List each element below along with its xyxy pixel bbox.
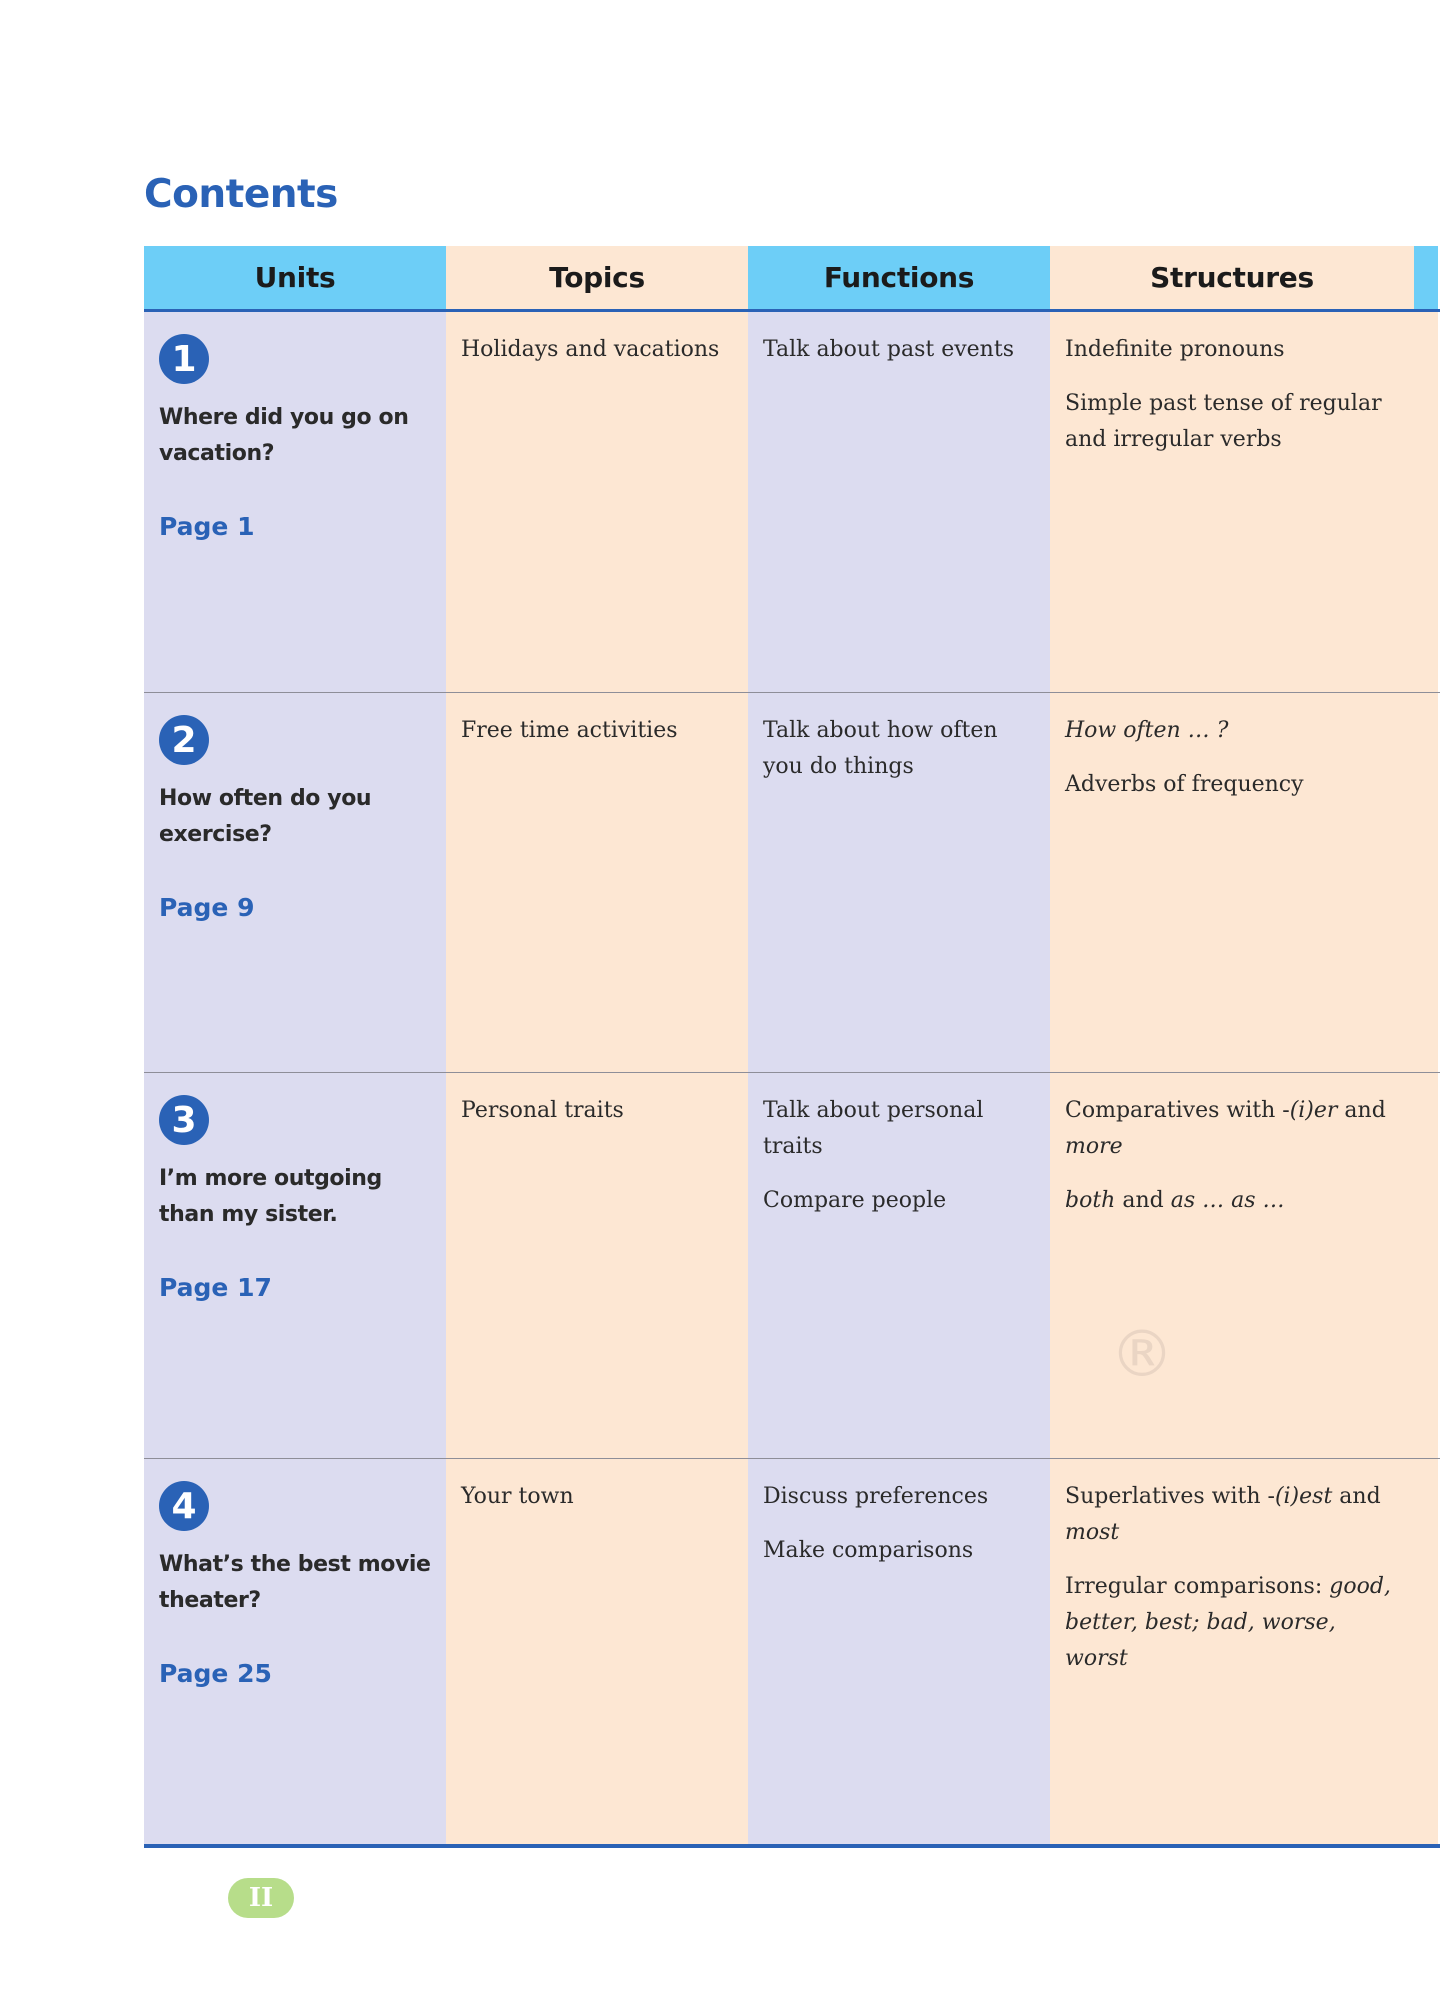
unit-page-link[interactable]: Page 1 <box>159 512 255 541</box>
structure-text: and <box>1332 1484 1381 1509</box>
structure-italic: good, better, best; bad, worse, worst <box>1065 1574 1391 1671</box>
structure-text: and <box>1337 1098 1386 1123</box>
page-title: Contents <box>144 172 338 217</box>
structure-item: Simple past tense of regular and irregular verbs <box>1065 391 1382 452</box>
function-item: Discuss preferences <box>763 1484 989 1509</box>
unit-number-badge: 3 <box>159 1095 209 1145</box>
header-units: Units <box>144 246 446 309</box>
structure-item <box>1065 713 1400 749</box>
structure-text: and <box>1115 1188 1171 1213</box>
topic-text: Free time activities <box>461 718 678 743</box>
structures-cell <box>1050 1073 1414 1458</box>
header-functions: Functions <box>748 246 1050 309</box>
unit-page-link[interactable]: Page 17 <box>159 1273 272 1302</box>
unit-cell <box>144 1073 446 1458</box>
extra-column <box>1414 312 1438 692</box>
structure-item: Indefinite pronouns <box>1065 337 1285 362</box>
structure-item <box>1065 1093 1400 1165</box>
structures-cell <box>1050 312 1414 692</box>
function-item: Talk about how often you do things <box>763 718 998 779</box>
unit-title: I’m more outgoing than my sister. <box>159 1166 382 1227</box>
structure-italic: both <box>1065 1188 1116 1213</box>
functions-cell <box>748 1073 1050 1458</box>
structure-item: Adverbs of frequency <box>1065 772 1304 797</box>
structure-italic: as … as … <box>1170 1188 1285 1213</box>
topic-text: Your town <box>461 1484 574 1509</box>
structure-italic: most <box>1065 1520 1120 1545</box>
functions-cell <box>748 1459 1050 1844</box>
table-header <box>144 246 1440 312</box>
function-item: Make comparisons <box>763 1538 974 1563</box>
topic-cell <box>446 693 748 1072</box>
registered-watermark: ® <box>1110 1318 1174 1392</box>
contents-table <box>144 246 1440 1848</box>
extra-column <box>1414 1073 1438 1458</box>
function-item: Talk about past events <box>763 337 1014 362</box>
structure-item <box>1065 1479 1400 1551</box>
unit-row-3 <box>144 1073 1440 1459</box>
unit-row-4 <box>144 1459 1440 1848</box>
function-item: Talk about personal traits <box>763 1098 984 1159</box>
structure-italic: more <box>1065 1134 1123 1159</box>
structure-italic: (i)er <box>1289 1098 1338 1123</box>
unit-number-badge: 2 <box>159 715 209 765</box>
unit-cell <box>144 693 446 1072</box>
unit-cell <box>144 312 446 692</box>
header-structures: Structures <box>1050 246 1414 309</box>
unit-page-link[interactable]: Page 9 <box>159 893 255 922</box>
structure-italic: (i)est <box>1274 1484 1333 1509</box>
structure-italic: How often … ? <box>1065 718 1229 743</box>
page-number-badge: II <box>228 1878 294 1918</box>
header-topics: Topics <box>446 246 748 309</box>
structure-item <box>1065 1183 1400 1219</box>
extra-column <box>1414 693 1438 1072</box>
structure-text: Irregular comparisons: <box>1065 1574 1330 1599</box>
topic-cell <box>446 1459 748 1844</box>
unit-title: How often do you exercise? <box>159 786 372 847</box>
unit-page-link[interactable]: Page 25 <box>159 1659 272 1688</box>
unit-row-2 <box>144 693 1440 1073</box>
header-extra <box>1414 246 1438 309</box>
topic-cell <box>446 1073 748 1458</box>
unit-row-1 <box>144 312 1440 693</box>
topic-text: Holidays and vacations <box>461 337 720 362</box>
unit-title: What’s the best movie theater? <box>159 1552 431 1613</box>
unit-number-badge: 4 <box>159 1481 209 1531</box>
structure-item <box>1065 1569 1400 1677</box>
structure-text: Comparatives with - <box>1065 1098 1290 1123</box>
extra-column <box>1414 1459 1438 1844</box>
structures-cell <box>1050 1459 1414 1844</box>
function-item: Compare people <box>763 1188 947 1213</box>
structure-text: Superlatives with - <box>1065 1484 1275 1509</box>
topic-text: Personal traits <box>461 1098 624 1123</box>
structures-cell <box>1050 693 1414 1072</box>
unit-title: Where did you go on vacation? <box>159 405 409 466</box>
functions-cell <box>748 312 1050 692</box>
functions-cell <box>748 693 1050 1072</box>
topic-cell <box>446 312 748 692</box>
unit-cell <box>144 1459 446 1844</box>
unit-number-badge: 1 <box>159 334 209 384</box>
